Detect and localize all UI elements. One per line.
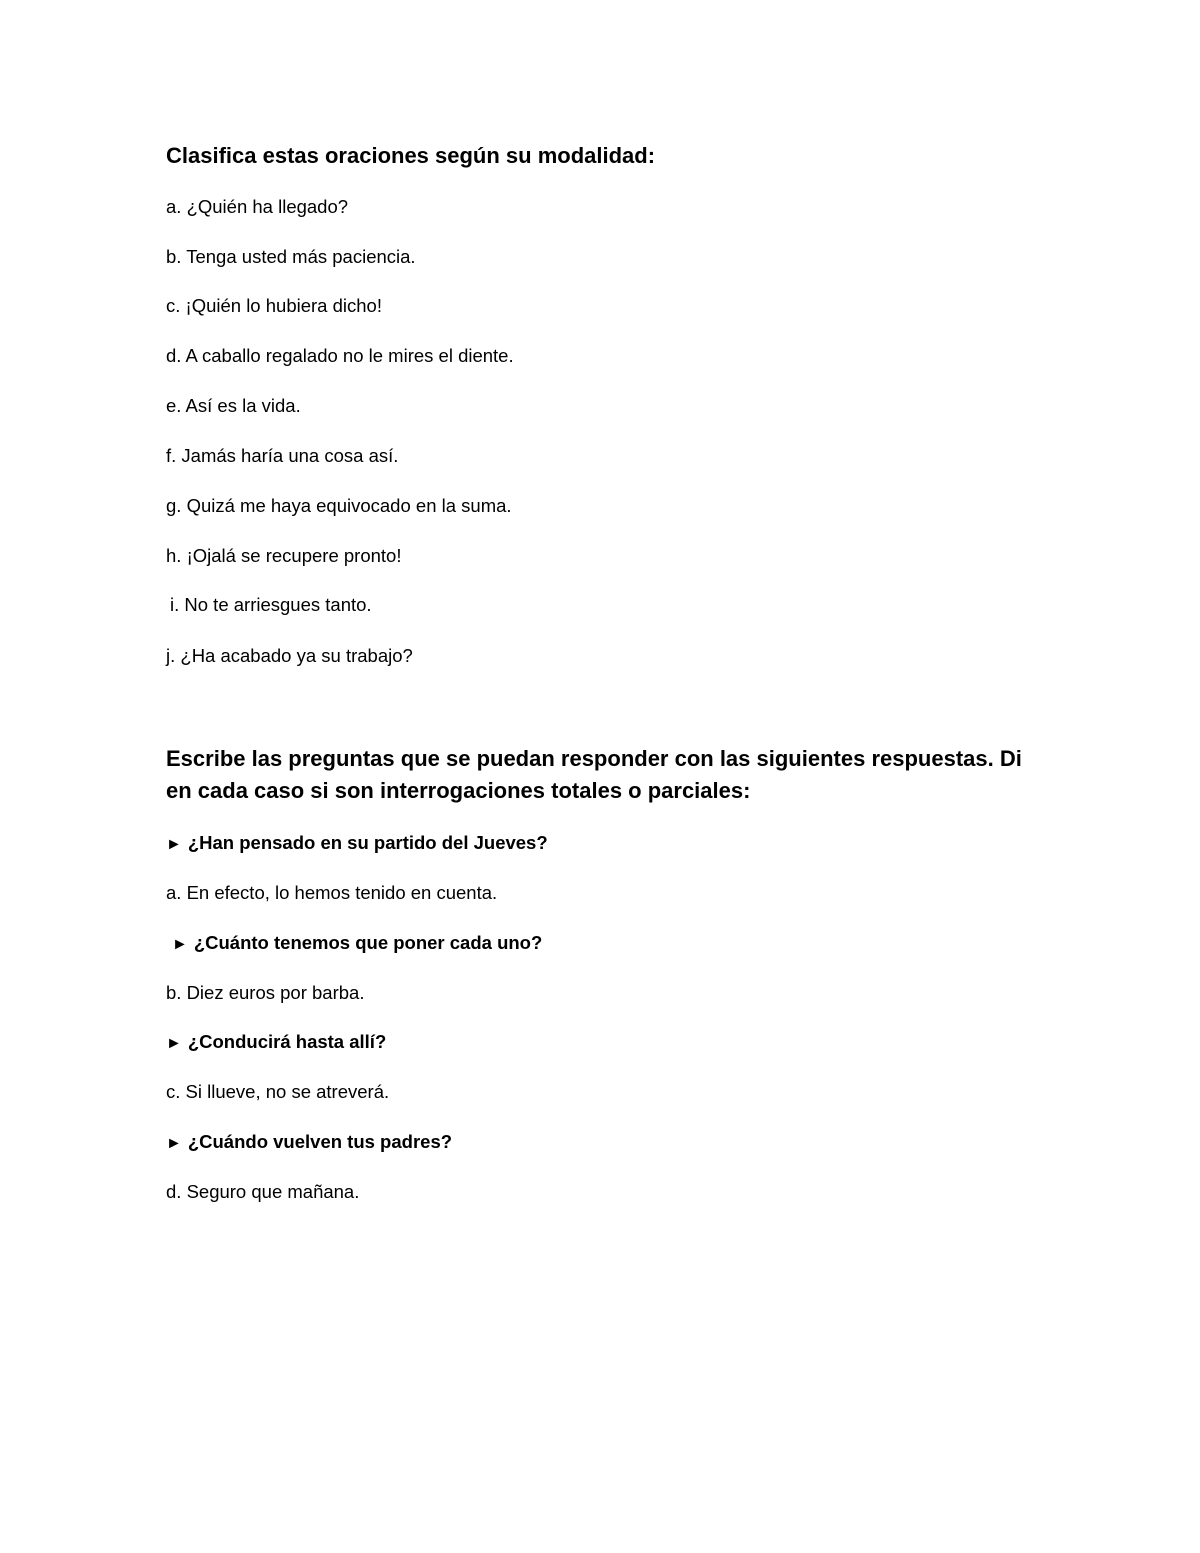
arrow-right-icon: ► <box>166 1035 182 1052</box>
list-item: g. Quizá me haya equivocado en la suma. <box>166 495 512 516</box>
answer-item: a. En efecto, lo hemos tenido en cuenta. <box>166 882 498 903</box>
section1-heading: Clasifica estas oraciones según su modalidad: <box>166 143 656 168</box>
question-text: ¿Conducirá hasta allí? <box>187 1031 387 1052</box>
arrow-right-icon: ► <box>172 936 188 953</box>
answer-item: d. Seguro que mañana. <box>166 1181 360 1202</box>
question-item <box>166 1030 386 1056</box>
list-item: j. ¿Ha acabado ya su trabajo? <box>166 645 413 666</box>
arrow-right-icon: ► <box>166 1135 182 1152</box>
list-item: b. Tenga usted más paciencia. <box>166 246 416 267</box>
question-item <box>166 1130 452 1156</box>
list-item: f. Jamás haría una cosa así. <box>166 445 399 466</box>
arrow-right-icon: ► <box>166 836 182 853</box>
list-item: c. ¡Quién lo hubiera dicho! <box>166 295 382 316</box>
question-item <box>166 831 548 857</box>
list-item: i. No te arriesgues tanto. <box>170 594 372 615</box>
question-text: ¿Cuándo vuelven tus padres? <box>187 1131 453 1152</box>
section2-heading: Escribe las preguntas que se puedan responder con las siguientes respuestas. Di en cada caso si son interrogaciones totales o parciales: <box>166 746 1022 803</box>
question-text: ¿Cuánto tenemos que poner cada uno? <box>193 932 543 953</box>
list-item: a. ¿Quién ha llegado? <box>166 196 349 217</box>
question-item <box>172 931 542 957</box>
answer-item: b. Diez euros por barba. <box>166 982 365 1003</box>
list-item: d. A caballo regalado no le mires el diente. <box>166 345 514 366</box>
list-item: h. ¡Ojalá se recupere pronto! <box>166 545 402 566</box>
answer-item: c. Si llueve, no se atreverá. <box>166 1081 390 1102</box>
list-item: e. Así es la vida. <box>166 395 301 416</box>
question-text: ¿Han pensado en su partido del Jueves? <box>187 832 548 853</box>
